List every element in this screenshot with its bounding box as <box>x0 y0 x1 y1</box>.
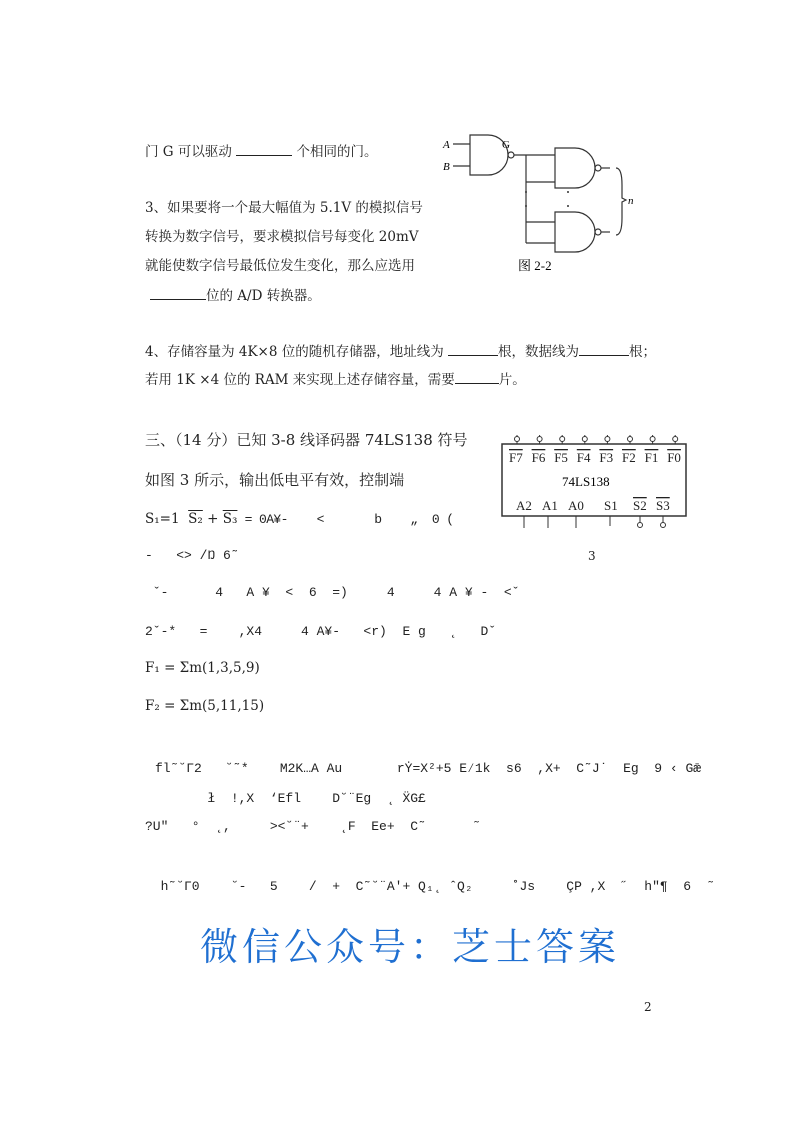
answer-blank <box>579 343 629 356</box>
answer-blank <box>455 371 499 384</box>
output-label: F7 <box>509 450 523 465</box>
text: 位的 A/D 转换器。 <box>206 288 321 304</box>
text: S₃ <box>222 511 238 527</box>
text: 4、存储容量为 4K×8 位的随机存储器，地址线为 <box>145 344 444 360</box>
output-label: F4 <box>576 450 591 465</box>
output-label: F3 <box>599 450 614 465</box>
garbled-line: ˇ- 4 A ¥ < 6 =) 4 4 A ¥ - <ˇ <box>145 585 520 600</box>
output-label: F5 <box>554 450 568 465</box>
input-label: S1 <box>604 498 618 513</box>
garbled-line: ?U" ° ˛, ><˘¨+ ˛F Ee+ C˜ ˜ <box>145 819 481 834</box>
garbled-line: ł !,X ‘Efl D˘¨Eg ˛ ẌG£ <box>145 791 426 806</box>
text: S₂ <box>188 511 203 527</box>
input-label: A0 <box>568 498 584 513</box>
q3-line <box>150 287 321 305</box>
output-label: F6 <box>531 450 546 465</box>
answer-blank <box>150 287 206 300</box>
formula-f1: F₁ = Σm(1,3,5,9) <box>145 660 260 676</box>
inversion-bubble <box>628 437 633 442</box>
inversion-bubble <box>560 437 565 442</box>
text: 门 G 可以驱动 <box>145 144 232 160</box>
garbled-line: - <> /Ŋ 6˜ <box>145 548 239 563</box>
garbled-line <box>145 510 453 529</box>
input-label: S2 <box>633 498 647 513</box>
text: 若用 1K ×4 位的 RAM 来实现上述存储容量，需要 <box>145 372 455 388</box>
inversion-bubble <box>537 437 542 442</box>
output-label: F0 <box>667 450 681 465</box>
text: 根，数据线为 <box>498 344 580 360</box>
inversion-bubble <box>515 437 520 442</box>
chip-name: 74LS138 <box>562 474 610 489</box>
text: S₁=1 <box>145 511 189 527</box>
text: 个相同的门。 <box>296 144 378 160</box>
output-label: F2 <box>622 450 636 465</box>
text: = 0A¥- < b „ 0 ( <box>237 512 454 527</box>
watermark: 微信公众号：芝士答案 <box>200 925 621 969</box>
inversion-bubble <box>673 437 678 442</box>
text: 片。 <box>498 372 526 388</box>
inversion-bubble <box>650 437 655 442</box>
inversion-bubble <box>605 437 610 442</box>
output-label: F1 <box>644 450 659 465</box>
chip-74ls138 <box>500 430 690 532</box>
garbled-line: h˜˘Γ0 ˘- 5 / + C˜˘¨A'+ Q₁˛ ˆQ₂ ˚Js ÇP ,X ˝ h"¶ 6 ˜ <box>145 879 715 894</box>
text: + <box>202 511 223 527</box>
label-n: n <box>628 195 634 207</box>
q2-tail <box>145 143 377 161</box>
text: 根； <box>629 344 657 360</box>
answer-blank <box>448 343 498 356</box>
formula-f2: F₂ = Σm(5,11,15) <box>145 698 265 714</box>
q4-line2 <box>145 371 526 389</box>
q3-line: 就能使数字信号最低位发生变化，那么应选用 <box>145 258 415 274</box>
q3-line: 3、如果要将一个最大幅值为 5.1V 的模拟信号 <box>145 200 423 216</box>
input-label: A2 <box>516 498 532 513</box>
garbled-line: 2ˇ-* = ,X4 4 A¥- <r) E g ˛ Dˇ <box>145 624 497 639</box>
section-3-line: 三、（14 分）已知 3-8 线译码器 74LS138 符号 <box>145 431 468 449</box>
q3-line: 转换为数字信号，要求模拟信号每变化 20mV <box>145 229 419 245</box>
input-label: A1 <box>542 498 558 513</box>
figure-2-2 <box>440 130 640 280</box>
answer-blank <box>236 143 292 156</box>
section-3-line: 如图 3 所示，输出低电平有效，控制端 <box>145 471 405 489</box>
label-a: A <box>443 139 450 151</box>
figure-number: 3 <box>588 549 596 563</box>
q4-line1 <box>145 343 656 361</box>
label-g: G <box>502 139 510 151</box>
page-number: 2 <box>644 1000 652 1014</box>
inversion-bubble <box>582 437 587 442</box>
input-label: S3 <box>656 498 670 513</box>
label-b: B <box>443 161 450 173</box>
figure-caption: 图 2-2 <box>518 258 552 273</box>
garbled-line: fl˜˘Γ2 ˘˜* M2K…A Au rẎ=X²+5 E⁄1k s6 ,X+ C˜J˙ Eg 9 ‹ Gǣ <box>155 761 702 776</box>
